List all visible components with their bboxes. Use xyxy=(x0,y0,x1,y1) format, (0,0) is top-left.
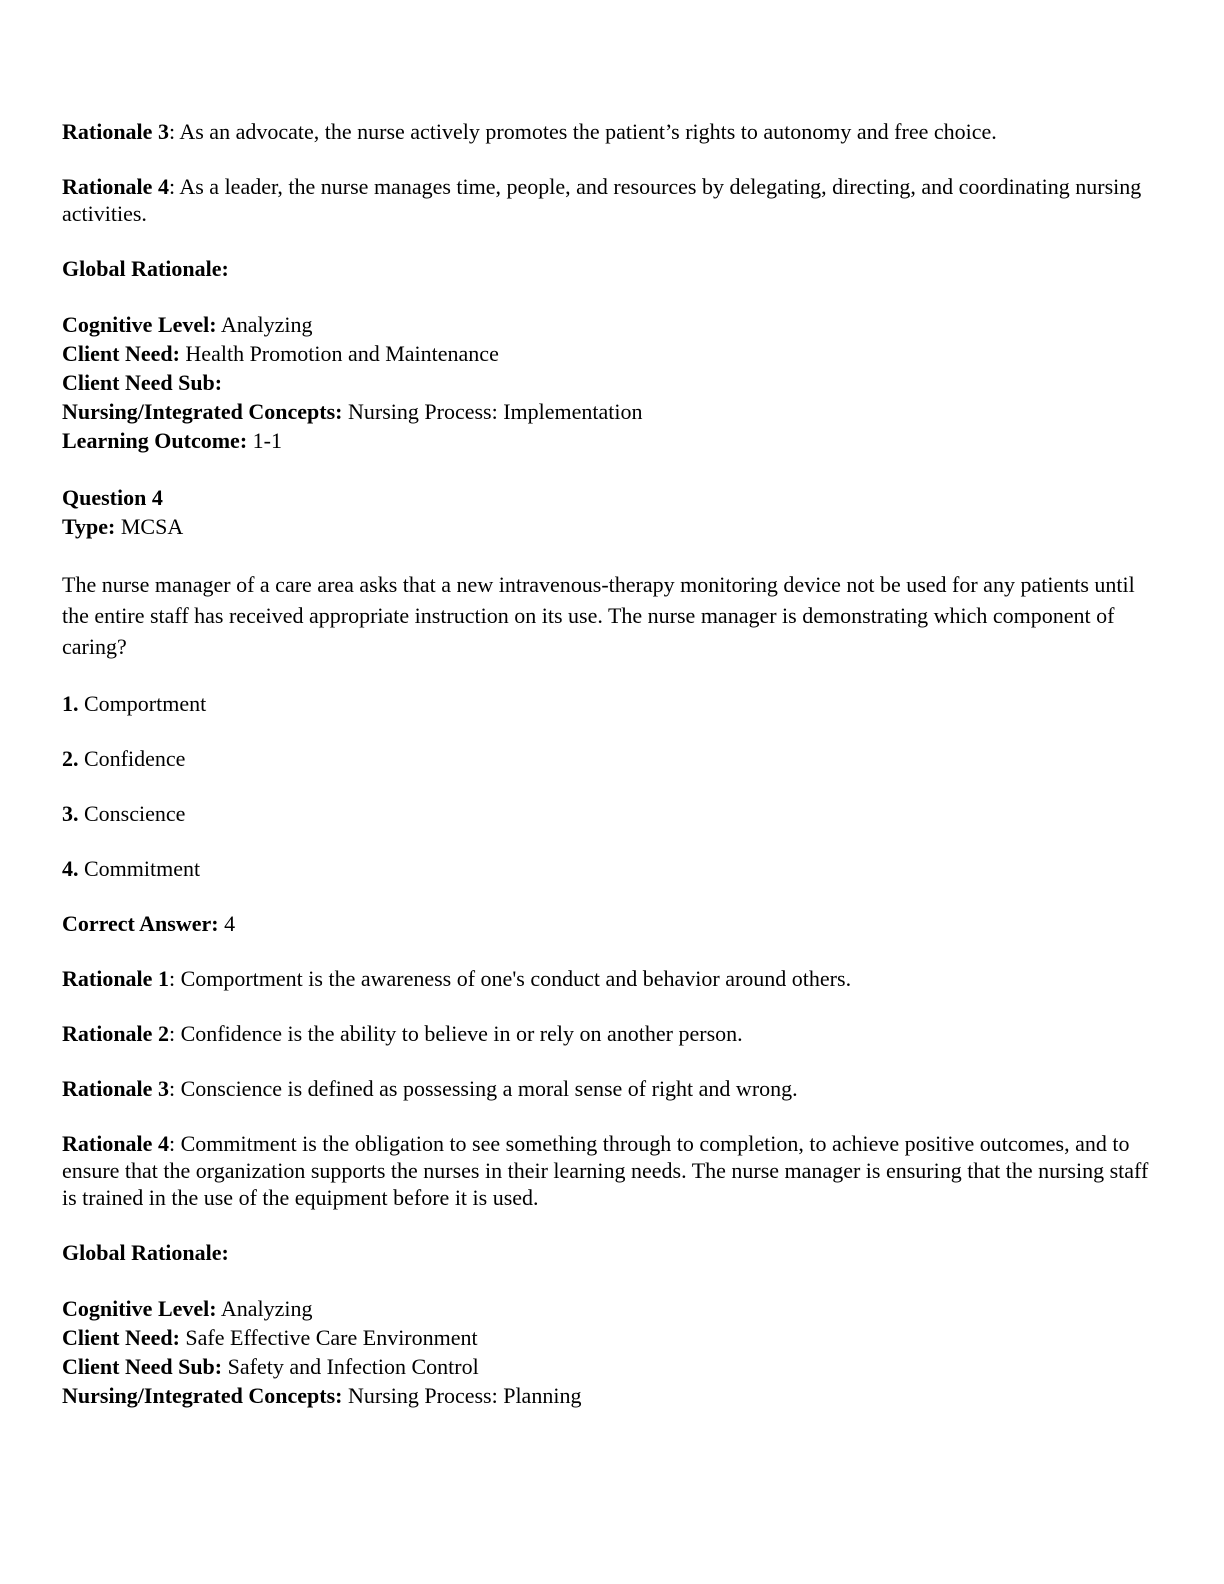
answer-value: 4 xyxy=(218,911,236,936)
client-need-sub xyxy=(62,368,1152,397)
question-global-rationale: Global Rationale: xyxy=(62,1240,229,1265)
rationale-label: Rationale 2 xyxy=(62,1021,169,1046)
option-number: 3. xyxy=(62,801,79,826)
rationale-2 xyxy=(62,1020,1152,1047)
integrated-concepts xyxy=(62,397,1152,426)
option-number: 2. xyxy=(62,746,79,771)
meta-label: Client Need Sub: xyxy=(62,1354,223,1379)
integrated-concepts xyxy=(62,1381,1152,1410)
rationale-label: Rationale 3 xyxy=(62,1076,169,1101)
option-number: 1. xyxy=(62,691,79,716)
meta-label: Type: xyxy=(62,514,116,539)
option-3 xyxy=(62,800,1152,827)
rationale-text: : Comportment is the awareness of one's conduct and behavior around others. xyxy=(168,966,852,991)
cognitive-level xyxy=(62,310,1152,339)
cognitive-level xyxy=(62,1294,1152,1323)
document-page xyxy=(62,118,1152,1410)
option-number: 4. xyxy=(62,856,79,881)
top-meta-block xyxy=(62,310,1152,455)
meta-value: Nursing Process: Planning xyxy=(342,1383,582,1408)
option-1 xyxy=(62,690,1152,717)
question-stem: The nurse manager of a care area asks that a new intravenous-therapy monitoring device not be used for any patients until the entire staff has received appropriate instruction on its use. The nurse manager is demonstrating which component of caring? xyxy=(62,572,1135,659)
meta-value: Analyzing xyxy=(216,312,313,337)
rationale-label: Rationale 1 xyxy=(62,966,169,991)
client-need-sub xyxy=(62,1352,1152,1381)
client-need xyxy=(62,1323,1152,1352)
meta-label: Client Need: xyxy=(62,341,180,366)
rationale-4 xyxy=(62,1130,1152,1211)
meta-value: Health Promotion and Maintenance xyxy=(179,341,499,366)
top-rationale-3 xyxy=(62,118,1152,145)
client-need xyxy=(62,339,1152,368)
meta-value: Nursing Process: Implementation xyxy=(342,399,643,424)
meta-value: Analyzing xyxy=(216,1296,313,1321)
meta-value: Safety and Infection Control xyxy=(222,1354,479,1379)
meta-value: 1-1 xyxy=(247,428,282,453)
rationale-text: : As an advocate, the nurse actively promotes the patient’s rights to autonomy and free choice. xyxy=(168,119,997,144)
meta-value: MCSA xyxy=(115,514,184,539)
correct-answer xyxy=(62,910,1152,937)
meta-label: Client Need Sub: xyxy=(62,370,223,395)
question-type xyxy=(62,512,1152,541)
option-4 xyxy=(62,855,1152,882)
question-meta-block xyxy=(62,1294,1152,1410)
meta-label: Learning Outcome: xyxy=(62,428,248,453)
option-text: Confidence xyxy=(78,746,186,771)
rationale-label: Rationale 3 xyxy=(62,119,169,144)
rationale-label: Rationale 4 xyxy=(62,1131,169,1156)
meta-label: Cognitive Level: xyxy=(62,312,217,337)
rationale-3 xyxy=(62,1075,1152,1102)
meta-label: Nursing/Integrated Concepts: xyxy=(62,399,343,424)
answer-label: Correct Answer: xyxy=(62,911,219,936)
rationale-text: : Conscience is defined as possessing a moral sense of right and wrong. xyxy=(168,1076,798,1101)
rationale-text: : As a leader, the nurse manages time, people, and resources by delegating, directing, and coordinating nursing activities. xyxy=(62,174,1142,226)
option-text: Conscience xyxy=(78,801,186,826)
rationale-text: : Confidence is the ability to believe in or rely on another person. xyxy=(168,1021,743,1046)
rationale-label: Rationale 4 xyxy=(62,174,169,199)
meta-value: Safe Effective Care Environment xyxy=(179,1325,478,1350)
question-title: Question 4 xyxy=(62,485,163,510)
meta-label: Client Need: xyxy=(62,1325,180,1350)
option-2 xyxy=(62,745,1152,772)
top-global-rationale: Global Rationale: xyxy=(62,256,229,281)
learning-outcome xyxy=(62,426,1152,455)
meta-label: Cognitive Level: xyxy=(62,1296,217,1321)
top-rationale-4 xyxy=(62,173,1152,227)
option-text: Commitment xyxy=(78,856,201,881)
meta-label: Nursing/Integrated Concepts: xyxy=(62,1383,343,1408)
option-text: Comportment xyxy=(78,691,207,716)
rationale-1 xyxy=(62,965,1152,992)
rationale-text: : Commitment is the obligation to see something through to completion, to achieve positive outcomes, and to ensure that the organization supports the nurses in their learning needs. The nurse manager is ensuring that the nursing staff is trained in the use of the equipment before it is used. xyxy=(62,1131,1149,1210)
